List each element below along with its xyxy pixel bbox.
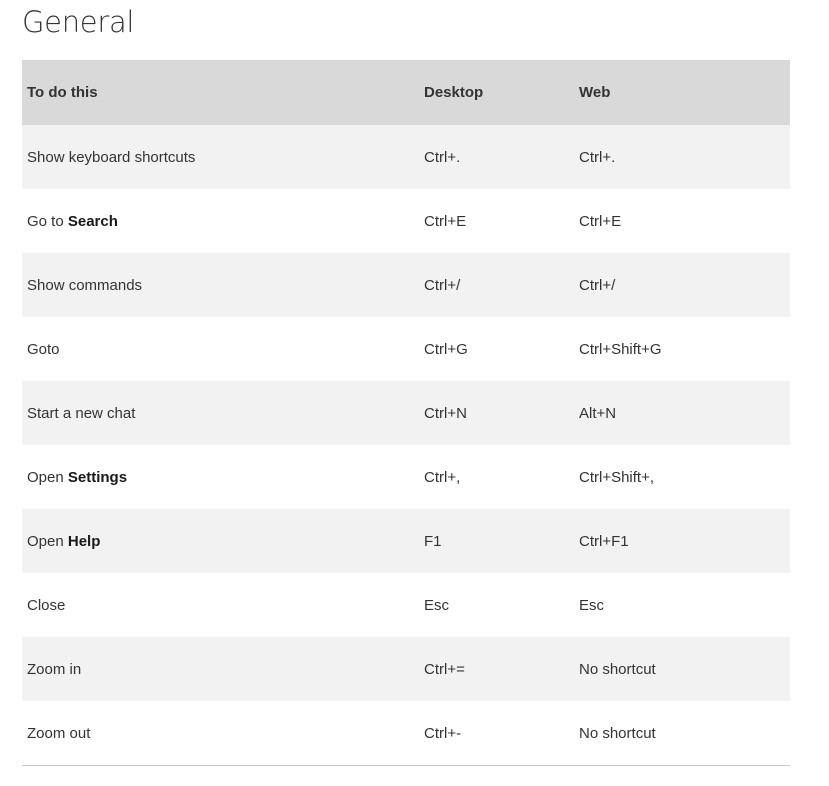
action-cell — [22, 701, 419, 765]
action-cell — [22, 573, 419, 637]
web-shortcut-cell: Ctrl+F1 — [579, 532, 629, 550]
action-text: Show keyboard shortcuts — [27, 148, 196, 166]
table-row — [22, 125, 790, 189]
web-shortcut-cell: No shortcut — [579, 724, 656, 742]
action-cell — [22, 637, 419, 701]
action-text: Close — [27, 596, 66, 614]
table-row — [22, 445, 790, 509]
action-cell — [22, 381, 419, 445]
action-text: Open — [27, 468, 68, 486]
action-text-bold: Settings — [67, 468, 128, 486]
desktop-shortcut-cell: Ctrl+/ — [424, 276, 461, 294]
action-cell — [22, 317, 419, 381]
table-header-row — [22, 60, 790, 125]
desktop-shortcut-cell: Ctrl+- — [424, 724, 462, 742]
action-text: Go to — [27, 212, 68, 230]
table-row — [22, 253, 790, 317]
table-row — [22, 701, 790, 765]
web-shortcut-cell: Ctrl+Shift+G — [579, 340, 662, 358]
table-header — [22, 60, 790, 125]
web-shortcut-cell: Ctrl+/ — [579, 276, 616, 294]
page-title: General — [22, 5, 135, 39]
desktop-shortcut-cell: Ctrl+E — [424, 212, 467, 230]
action-text-bold: Help — [67, 532, 101, 550]
column-header-desktop: Desktop — [424, 84, 484, 101]
web-shortcut-cell: Ctrl+Shift+, — [579, 468, 655, 486]
desktop-shortcut-cell: Ctrl+N — [424, 404, 467, 422]
shortcuts-table — [22, 60, 790, 765]
action-text: Zoom out — [27, 724, 91, 742]
table-row — [22, 189, 790, 253]
web-shortcut-cell: Esc — [579, 596, 605, 614]
action-text: Show commands — [27, 276, 143, 294]
web-shortcut-cell: Ctrl+E — [579, 212, 622, 230]
action-text: Start a new chat — [27, 404, 136, 422]
action-text: Open — [27, 532, 68, 550]
web-shortcut-cell: No shortcut — [579, 660, 656, 678]
web-shortcut-cell: Ctrl+. — [579, 148, 616, 166]
desktop-shortcut-cell: Ctrl+, — [424, 468, 461, 486]
desktop-shortcut-cell: Ctrl+G — [424, 340, 468, 358]
desktop-shortcut-cell: Ctrl+. — [424, 148, 461, 166]
action-cell — [22, 189, 419, 253]
desktop-shortcut-cell: Ctrl+= — [424, 660, 465, 678]
action-cell — [22, 445, 419, 509]
web-shortcut-cell: Alt+N — [579, 404, 617, 422]
action-cell — [22, 125, 419, 189]
action-text-bold: Search — [67, 212, 118, 230]
table-row — [22, 509, 790, 573]
action-cell — [22, 253, 419, 317]
action-cell — [22, 509, 419, 573]
table-row — [22, 637, 790, 701]
table-body — [22, 125, 790, 765]
column-header-action: To do this — [27, 84, 98, 101]
table-row — [22, 573, 790, 637]
table-row — [22, 317, 790, 381]
table-row — [22, 381, 790, 445]
desktop-shortcut-cell: F1 — [424, 532, 442, 550]
shortcuts-table-container — [22, 60, 790, 766]
column-header-web: Web — [579, 84, 611, 101]
action-text: Zoom in — [27, 660, 82, 678]
desktop-shortcut-cell: Esc — [424, 596, 450, 614]
action-text: Goto — [27, 340, 60, 358]
